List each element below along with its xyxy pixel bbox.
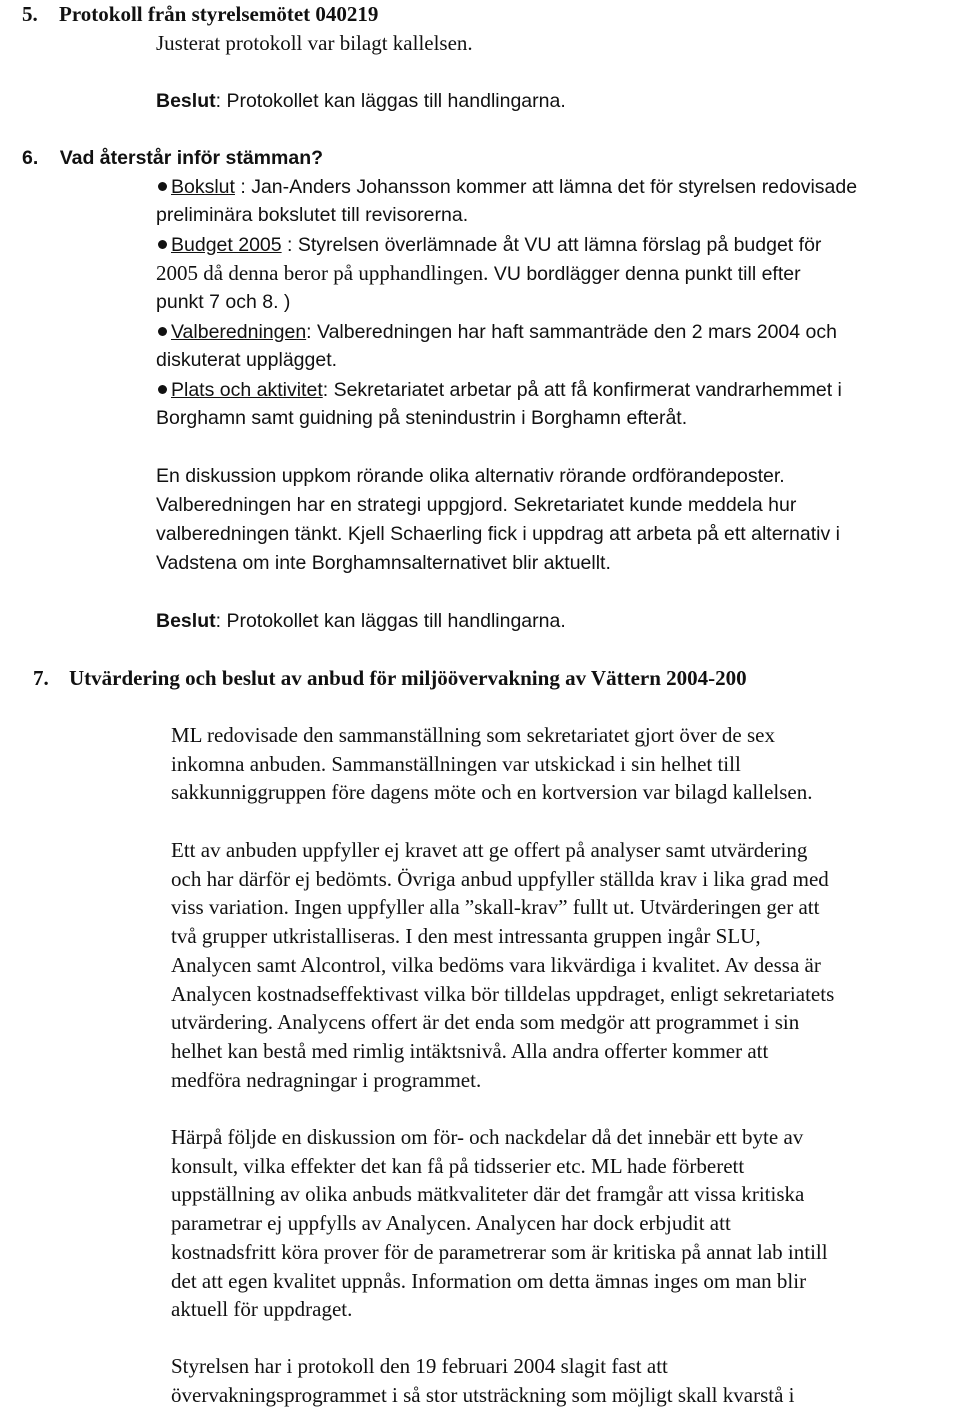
paragraph-line: aktuell för uppdraget. xyxy=(171,1297,353,1322)
section-7-title: Utvärdering och beslut av anbud för miljöövervakning av Vättern 2004-200 xyxy=(69,666,747,690)
section-5-decision xyxy=(156,86,566,116)
section-5-title: Protokoll från styrelsemötet 040219 xyxy=(59,2,379,26)
bullet-text-continued: preliminära bokslutet till revisorerna. xyxy=(156,204,469,226)
budget-link[interactable]: Budget 2005 xyxy=(171,234,282,256)
paragraph-line: Styrelsen har i protokoll den 19 februari 2004 slagit fast att xyxy=(171,1354,668,1378)
valberedningen-link[interactable]: Valberedningen xyxy=(171,321,307,343)
paragraph-line: inkomna anbuden. Sammanställningen var utskickad i sin helhet till xyxy=(171,751,741,776)
paragraph-line: kostnadsfritt köra prover för de parametrerar som är kritiska på annat lab intill xyxy=(171,1239,828,1264)
decision-text: : Protokollet kan läggas till handlingarna. xyxy=(215,90,566,112)
paragraph-line: två grupper utkristalliseras. I den mest intressanta gruppen ingår SLU, xyxy=(171,924,761,949)
paragraph-line: Ett av anbuden uppfyller ej kravet att ge offert på analyser samt utvärdering xyxy=(171,838,808,862)
section-7-paragraph-1 xyxy=(171,721,812,807)
paragraph-line: utvärdering. Analycens offert är det enda som medgör att programmet i sin xyxy=(171,1010,800,1035)
decision-label: Beslut xyxy=(156,90,216,112)
bullet-icon xyxy=(158,385,167,394)
paragraph-line: sakkunniggruppen före dagens möte och en kortversion var bilagd kallelsen. xyxy=(171,780,813,805)
section-7-paragraph-4 xyxy=(171,1352,794,1409)
bullet-text-continued: punkt 7 och 8. ) xyxy=(156,291,291,313)
section-6-title: Vad återstår inför stämman? xyxy=(59,147,324,169)
paragraph-line: medföra nedragningar i programmet. xyxy=(171,1067,482,1092)
bullet-text: : Valberedningen har haft sammanträde den 2 mars 2004 och xyxy=(306,321,837,343)
bullet-text-continued: Borghamn samt guidning på stenindustrin i Borghamn efteråt. xyxy=(156,407,688,429)
plats-link[interactable]: Plats och aktivitet xyxy=(171,379,323,401)
bullet-text-continued: diskuterat upplägget. xyxy=(156,349,338,371)
section-5-text: Justerat protokoll var bilagt kallelsen. xyxy=(156,31,473,55)
paragraph-line: konsult, vilka effekter det kan få på tidsserier etc. ML hade förberett xyxy=(171,1153,745,1178)
paragraph-line: ML redovisade den sammanställning som sekretariatet gjort över de sex xyxy=(171,723,775,747)
bullet-item-budget xyxy=(171,230,821,260)
discussion-line: Valberedningen har en strategi uppgjord. Sekretariatet kunde meddela hur xyxy=(156,494,797,516)
bullet-text: : Styrelsen överlämnade åt VU att lämna förslag på budget för xyxy=(281,234,822,256)
paragraph-line: och har därför ej bedömts. Övriga anbud uppfyller ställda krav i lika grad med xyxy=(171,866,829,891)
decision-text: : Protokollet kan läggas till handlingarna. xyxy=(215,610,566,632)
paragraph-line: det att egen kvalitet uppnås. Information om detta ämnas inges om man blir xyxy=(171,1268,807,1293)
section-7-paragraph-3 xyxy=(171,1123,828,1324)
section-6-heading xyxy=(22,144,323,173)
section-6-number: 6. xyxy=(22,147,39,169)
section-7-heading xyxy=(33,664,747,693)
bullet-text-serif: 2005 då denna beror på upphandlingen. xyxy=(156,261,489,285)
bullet-text-sans: VU bordlägger denna punkt till efter xyxy=(488,263,801,285)
section-6-decision xyxy=(156,606,566,636)
paragraph-line: Analycen samt Alcontrol, vilka bedöms vara likvärdiga i kvalitet. Av dessa är xyxy=(171,952,821,977)
section-7-number: 7. xyxy=(33,666,49,690)
bullet-item-plats xyxy=(171,375,842,405)
decision-label: Beslut xyxy=(156,610,216,632)
bullet-icon xyxy=(158,240,167,249)
section-5-heading xyxy=(22,0,378,29)
paragraph-line: övervakningsprogrammet i så stor utsträckning som möjligt skall kvarstå i xyxy=(171,1382,795,1407)
bullet-text: : Jan-Anders Johansson kommer att lämna det för styrelsen redovisade xyxy=(234,176,858,198)
discussion-line: valberedningen tänkt. Kjell Schaerling fick i uppdrag att arbeta på ett alternativ i xyxy=(156,523,840,545)
bullet-text: : Sekretariatet arbetar på att få konfirmerat vandrarhemmet i xyxy=(322,379,842,401)
discussion-line: Vadstena om inte Borghamnsalternativet blir aktuellt. xyxy=(156,552,611,574)
bullet-icon xyxy=(158,327,167,336)
section-5-number: 5. xyxy=(22,2,38,26)
paragraph-line: parametrar ej uppfylls av Analycen. Analycen har dock erbjudit att xyxy=(171,1211,731,1236)
paragraph-line: Härpå följde en diskussion om för- och nackdelar då det innebär ett byte av xyxy=(171,1125,804,1149)
bokslut-link[interactable]: Bokslut xyxy=(171,176,235,198)
bullet-item-bokslut xyxy=(171,172,857,202)
bullet-icon xyxy=(158,182,167,191)
paragraph-line: helhet kan bestå med rimlig intäktsnivå. Alla andra offerter kommer att xyxy=(171,1038,769,1063)
bullet-item-valberedningen xyxy=(171,317,837,347)
discussion-line: En diskussion uppkom rörande olika alternativ rörande ordförandeposter. xyxy=(156,465,785,487)
paragraph-line: uppställning av olika anbuds mätkvaliteter där det framgår att vissa kritiska xyxy=(171,1182,805,1207)
paragraph-line: viss variation. Ingen uppfyller alla ”skall-krav” fullt ut. Utvärderingen ger att xyxy=(171,895,820,920)
paragraph-line: Analycen kostnadseffektivast vilka bör tilldelas uppdraget, enligt sekretariatets xyxy=(171,981,835,1006)
bullet-text-continued xyxy=(156,259,801,289)
section-7-paragraph-2 xyxy=(171,836,834,1094)
